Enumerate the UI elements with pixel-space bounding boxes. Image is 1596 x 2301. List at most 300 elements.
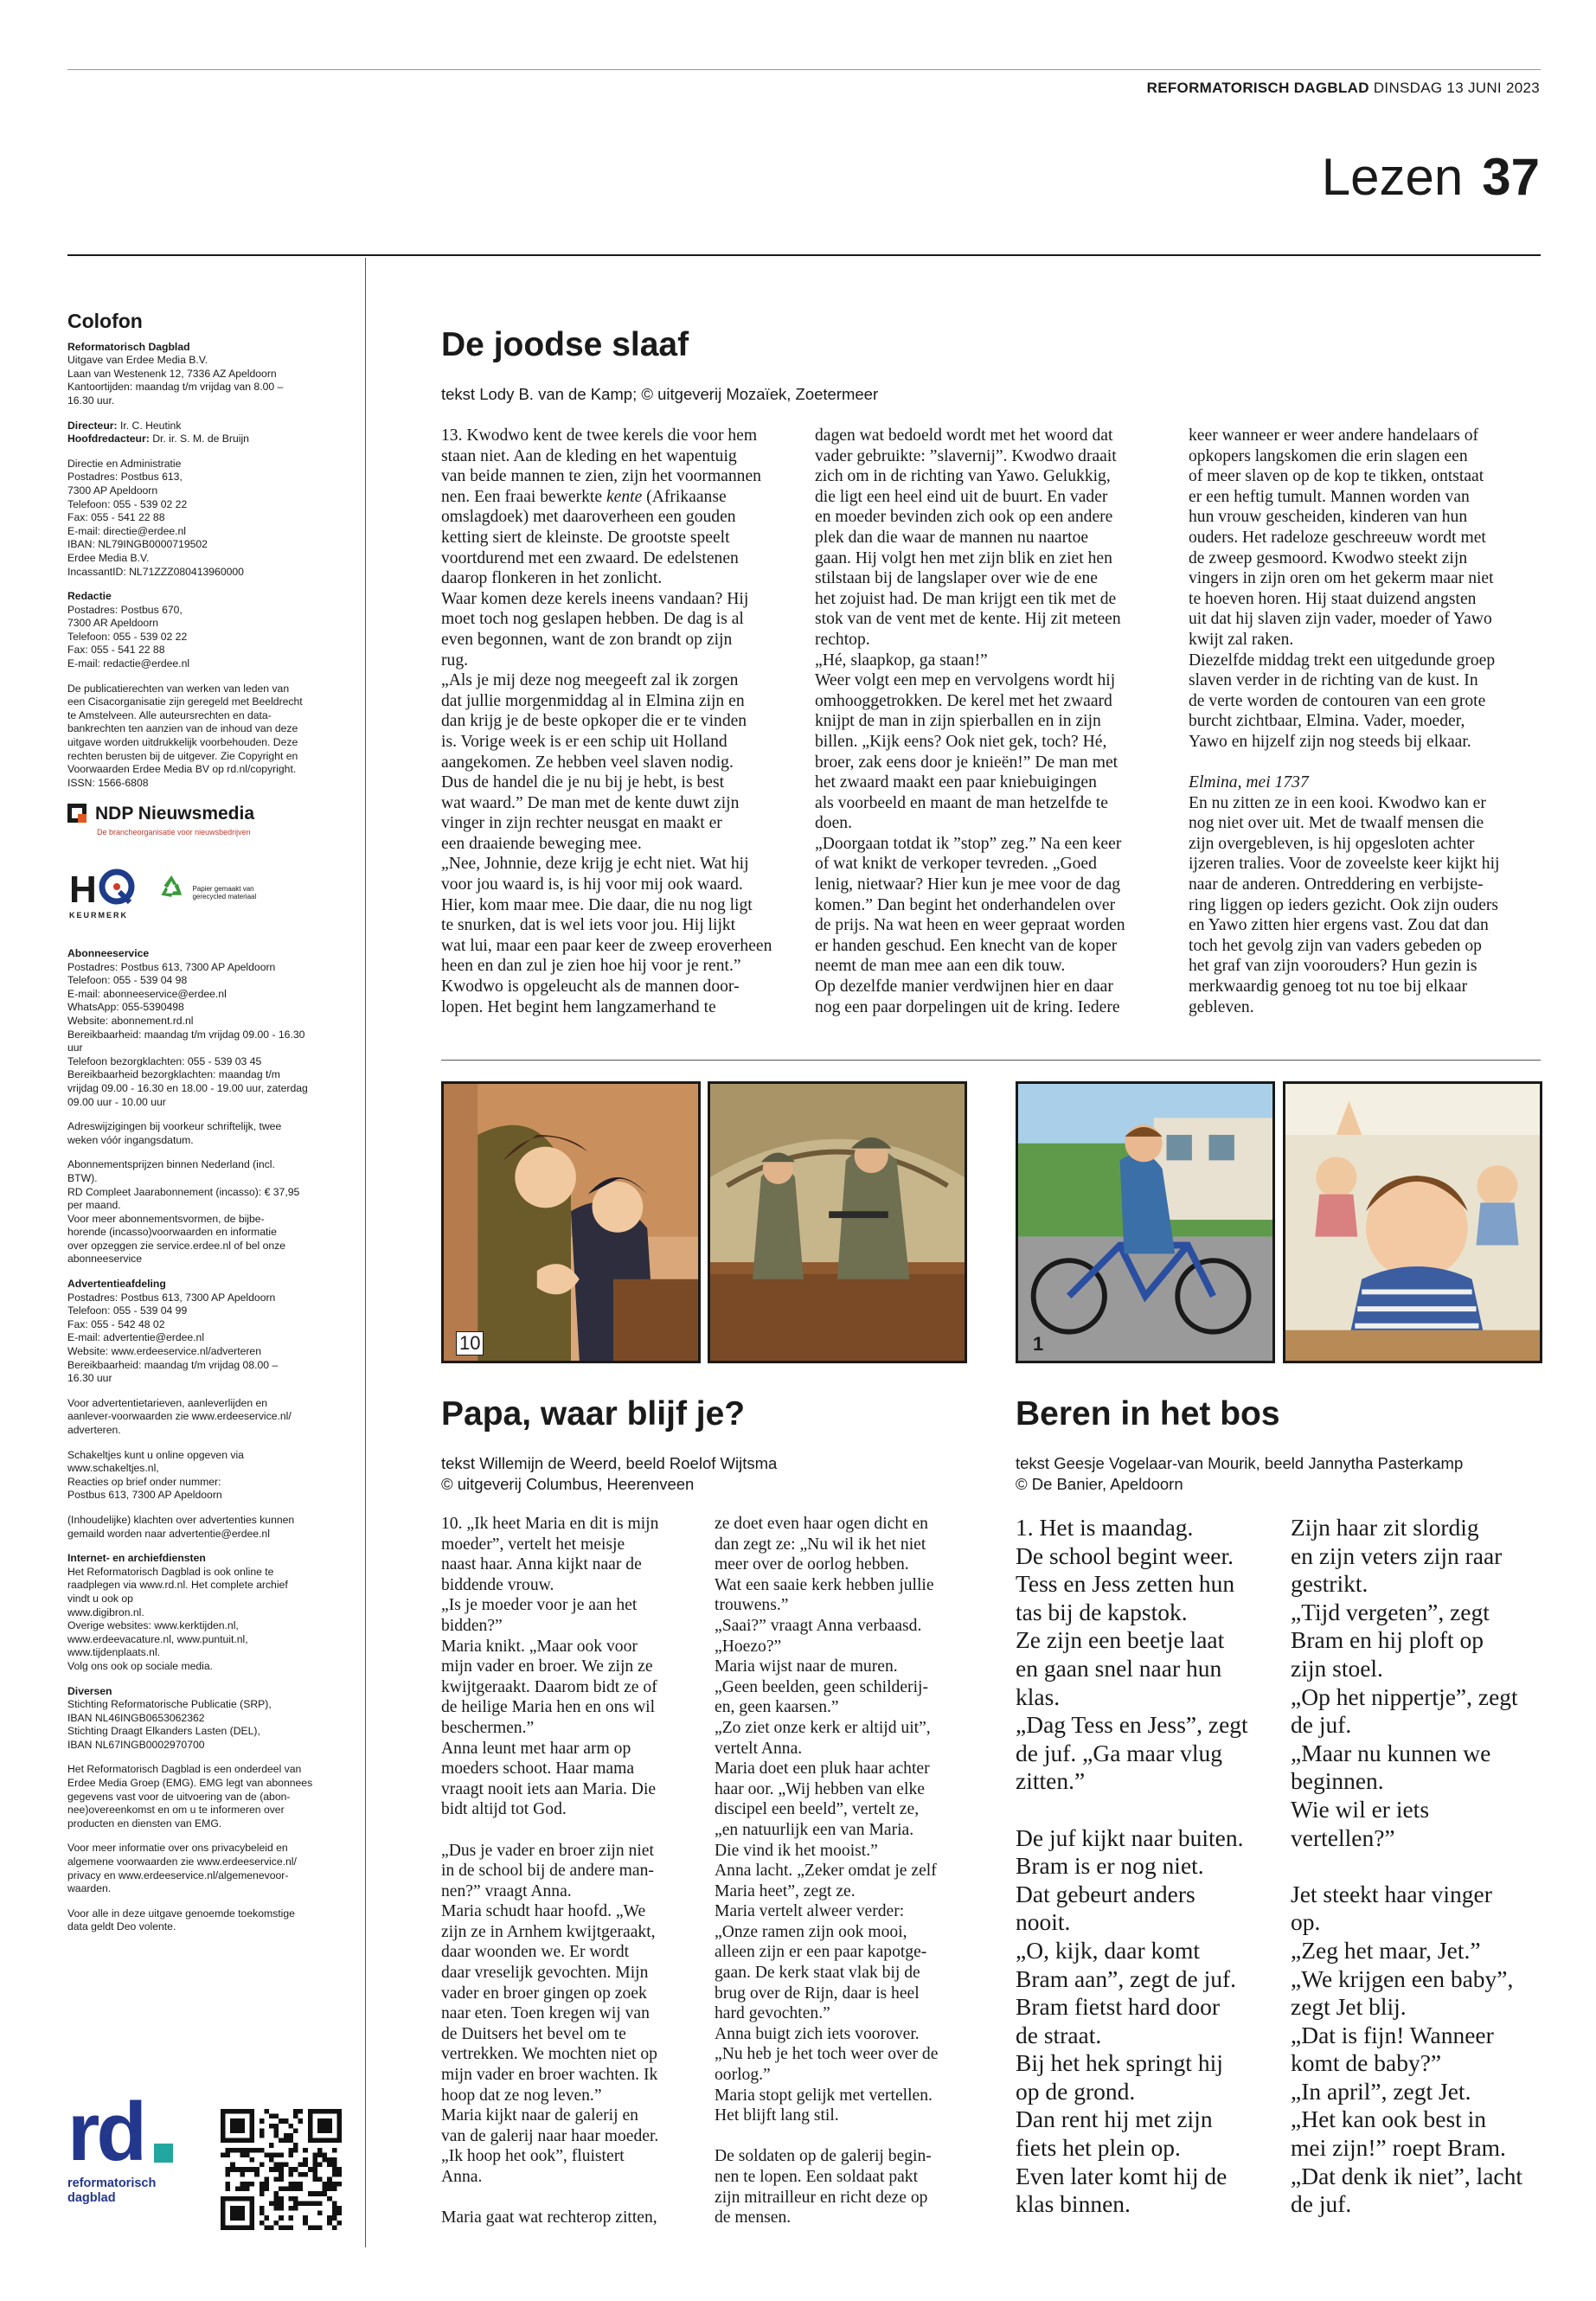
text-line: ijzeren tralies. Voor de zoveelste keer kijkt hij (1189, 855, 1500, 874)
text-line: nog niet over uit. Met de twaalf mensen die (1189, 814, 1484, 833)
text-line: abonneeservice (67, 1253, 143, 1266)
paragraph (1189, 651, 1552, 753)
text-line: „en natuurlijk een van Maria. (715, 1820, 914, 1839)
text-line: mijn vader en broer. We zijn ze (441, 1657, 653, 1676)
rd-logo-text: reformatorisch dagblad (67, 2176, 157, 2205)
text-line: De publicatierechten van werken van leden van (67, 682, 290, 695)
certification-logos (67, 862, 346, 923)
text-line: mei zijn!” roept Bram. (1291, 2134, 1506, 2162)
text-line: algemene voorwaarden zie www.erdeeservice.nl/ (67, 1856, 297, 1868)
text-line: aanlever-voorwaarden zie www.erdeeservice.nl/ (67, 1410, 292, 1423)
text-line: Tess en Jess zetten hun (1016, 1570, 1235, 1598)
text-line: Postadres: Postbus 670, (67, 603, 183, 616)
text-line: Postadres: Postbus 613, 7300 AP Apeldoorn (67, 1291, 276, 1304)
text-line: hoop dat ze nog leven.” (441, 2086, 602, 2105)
article3-panel-right (1283, 1081, 1542, 1363)
article3-col2 (1291, 1514, 1550, 2219)
text-line: producten en diensten van EMG. (67, 1817, 222, 1830)
text-line: Telefoon: 055 - 539 02 22 (67, 630, 188, 643)
text-line: Telefoon: 055 - 539 04 98 (67, 974, 188, 987)
text-line: Het blijft lang stil. (715, 2106, 839, 2125)
text-line: data geldt Deo volente. (67, 1920, 176, 1933)
text-line: Maria doet een pluk haar achter (715, 1759, 930, 1779)
paragraph (441, 1595, 718, 1636)
text-line: billen. „Kijk eens? Ook niet gek, toch? Hé, (815, 732, 1107, 751)
colofon-admin (67, 458, 346, 579)
text-line: adverteren. (67, 1424, 121, 1436)
text-line: en zijn veters zijn raar (1291, 1541, 1503, 1569)
text-line: omhooggetrokken. De kerel met het zwaard (815, 691, 1112, 710)
colofon-publisher: Reformatorisch Dagblad Uitgave van Erdee Media B.V. Laan van Westenenk 12, 7336 AZ Apeldoorn Kantoortijden: maandag t/m vrijdag van 8.00 – 16.30 uur. (67, 340, 284, 407)
colofon-tarief (67, 1397, 346, 1438)
text-line: komen.” Dan begint het onderhandelen over (815, 895, 1116, 914)
text-line: keer wanneer er weer andere handelaars of (1189, 426, 1479, 445)
text-line: en, geen kaarsen.” (715, 1698, 839, 1717)
text-line: De soldaten op de galerij begin- (715, 2147, 932, 2166)
text-line: „Het kan ook best in (1291, 2106, 1487, 2133)
text-line: gemaild worden naar advertentie@erdee.nl (67, 1527, 270, 1540)
text-line: Weer volgt een mep en vervolgens wordt hij (815, 671, 1116, 690)
text-line: 13. Kwodwo kent de twee kerels die voor hem (441, 426, 758, 445)
text-line: vraagt nooit iets aan Maria. Die (441, 1779, 657, 1798)
text-line: raadplegen via www.rd.nl. Het complete archief (67, 1579, 288, 1592)
top-rule (67, 69, 1541, 70)
text-line: voortdurend met een zwaard. De edelstenen (441, 548, 739, 567)
text-line: gaan. Hij volgt hen met zijn blik en ziet hen (815, 548, 1112, 567)
recycle-icon (157, 862, 185, 911)
text-line: Fax: 055 - 542 48 02 (67, 1317, 165, 1330)
text-line: Diezelfde middag trekt een uitgedunde groep (1189, 651, 1496, 670)
text-line: van beide mannen te zien, zijn het voormannen (441, 467, 761, 486)
text-line: IBAN NL67INGB0002970700 (67, 1738, 205, 1751)
article1-credit: tekst Lody B. van de Kamp; © uitgeverij Mozaïek, Zoetermeer (441, 385, 879, 403)
text-line: te snurken, dat is wel iets voor jou. Hij lijkt (441, 916, 736, 935)
text-line: Abonnementsprijzen binnen Nederland (incl. (67, 1158, 275, 1171)
text-line: klas. (1016, 1682, 1061, 1710)
text-line: van de galerij naar haar moeder. (441, 2126, 659, 2145)
colofon-emg (67, 1763, 346, 1830)
text-line: Maria schudt haar hoofd. „We (441, 1902, 646, 1921)
text-line: Elmina, mei 1737 (1189, 773, 1309, 792)
text-line: die ligt een heel eind uit de buurt. En vader (815, 487, 1108, 506)
text-line: Anna. (441, 2168, 483, 2186)
ndp-subtitle: De brancheorganisatie voor nieuwsbedrijven (97, 828, 251, 837)
paragraph (1189, 793, 1552, 1018)
text-line: horende (incasso)voorwaarden en informatie (67, 1226, 277, 1239)
text-line: Voor advertentietarieven, aanleverlijden en (67, 1396, 268, 1409)
text-line: Dus de handel die je nu bij je hebt, is best (441, 773, 725, 792)
article2-panel-right (708, 1081, 967, 1363)
text-line: Telefoon: 055 - 539 04 99 (67, 1304, 188, 1317)
text-line: nog een paar dorpelingen uit de kring. Iedere (815, 997, 1120, 1016)
text-line: Op dezelfde manier verdwijnen hier en daar (815, 977, 1113, 997)
header-rule (67, 254, 1541, 256)
text-line: er handen geschud. Een knecht van de koper (815, 936, 1118, 955)
text-line: www.schakeltjes.nl, (67, 1462, 159, 1475)
article3-col1 (1016, 1514, 1284, 2219)
text-line: neemt de man mee aan een dik touw. (815, 957, 1066, 976)
text-line: staan niet. Aan de kleding en het wapentuig (441, 446, 737, 465)
text-line: Maria gaat wat rechterop zitten, (441, 2208, 657, 2227)
text-line: de juf. (1291, 1711, 1352, 1739)
text-line: tas bij de kapstok. (1016, 1598, 1188, 1625)
text-line: knijpt de man in zijn spierballen en in zijn (815, 712, 1101, 731)
text-line: naast haar. Anna kijkt naar de (441, 1555, 642, 1574)
text-line: E-mail: advertentie@erdee.nl (67, 1331, 205, 1344)
text-line: „Maar nu kunnen we (1291, 1739, 1491, 1766)
text-line: te Amstelveen. Alle auteursrechten en data- (67, 708, 272, 721)
text-line: vertrekken. We mochten niet op (441, 2045, 657, 2064)
text-line: Maria vertelt alweer verder: (715, 1902, 905, 1921)
text-line: doen. (815, 814, 852, 833)
text-line: het zwaard maakt een paar kniebuigingen (815, 773, 1097, 792)
text-line: Voor alle in deze uitgave genoemde toekomstige (67, 1907, 295, 1920)
paragraph (441, 670, 804, 854)
text-line: 16.30 uur (67, 1372, 112, 1385)
text-line: naar eten. Toen kregen wij van (441, 2004, 650, 2023)
paragraph (715, 1861, 991, 1901)
text-line: „We krijgen een baby”, (1291, 1965, 1514, 1992)
text-line: „Zeg het maar, Jet.” (1291, 1936, 1481, 1964)
text-line: E-mail: directie@erdee.nl (67, 524, 187, 537)
text-line: 10. „Ik heet Maria en dit is mijn (441, 1515, 659, 1533)
text-line: wat lui, maar een paar keer de zweep eroverheen (441, 936, 772, 955)
colofon-advert: Advertentieafdeling Postadres: Postbus 613, 7300 AP Apeldoorn Telefoon: 055 - 539 04 99 Fax: 055 - 542 48 02 E-mail: advertentie@erdee.nl Website: www.erdeeservice.nl/adverteren Bereikbaarheid: maandag t/m vrijdag 08.00 – 16.30 uur (67, 1278, 346, 1386)
text-line: 09.00 uur - 10.00 uur (67, 1095, 166, 1108)
text-line: nee)overeenkomst en om u te informeren over (67, 1804, 285, 1817)
text-line: Directie en Administratie (67, 457, 182, 470)
text-line: ze doet even haar ogen dicht en (715, 1515, 928, 1533)
text-line: uitgave worden uitdrukkelijk voorbehouden. Deze (67, 736, 298, 749)
text-line: discipel een beeld”, vertelt ze, (715, 1800, 920, 1819)
text-line: gegevens vast voor de uitvoering van de (abon- (67, 1790, 291, 1803)
paragraph (441, 589, 804, 670)
masthead-name: REFORMATORISCH DAGBLAD (1146, 80, 1369, 96)
text-line: ISSN: 1566-6808 (67, 776, 149, 789)
article1-title: De joodse slaaf (441, 326, 689, 363)
text-line: beschermen.” (441, 1718, 535, 1737)
text-line: in de school bij de andere man- (441, 1862, 654, 1881)
text-line: Kwodwo is opgeleucht als de mannen door- (441, 977, 740, 997)
paragraph (715, 1759, 991, 1861)
qr-code[interactable] (221, 2109, 342, 2230)
text-line: Dan rent hij met zijn (1016, 2106, 1213, 2133)
text-line: gestrikt. (1291, 1570, 1368, 1598)
article1-col2 (815, 426, 1178, 1017)
text-line: „Ik hoop het ook”, fluistert (441, 2147, 625, 2166)
text-line: 7300 AR Apeldoorn (67, 617, 159, 630)
paragraph (715, 1514, 991, 1616)
text-line: Erdee Media B.V. (67, 551, 150, 564)
text-line: over opzeggen zie service.erdee.nl of bel onze (67, 1239, 286, 1252)
text-line: moet toch nog geslapen hebben. De dag is al (441, 610, 744, 629)
article2-title: Papa, waar blijf je? (441, 1395, 746, 1433)
colofon-privacy (67, 1842, 346, 1895)
text-line: rug. (441, 651, 469, 670)
text-line: de verte worden de contouren van een grote (1189, 691, 1486, 710)
text-line: Hier, kom maar mee. Die daar, die nu nog ligt (441, 895, 753, 914)
text-line: Het Reformatorisch Dagblad is ook online te (67, 1565, 274, 1578)
text-line: Bram en hij ploft op (1291, 1626, 1484, 1654)
text-line: broer, zak eens door je knieën!” De man met (815, 753, 1118, 772)
colofon-abonnee: Abonneeservice Postadres: Postbus 613, 7300 AP Apeldoorn Telefoon: 055 - 539 04 98 E-mail: abonneeservice@erdee.nl WhatsApp: 055-5390498 Website: abonnement.rd.nl Bereikbaarheid: maandag t/m vrijdag 09.00 - 16.30 uur Telefoon bezorgklachten: 055 - 539 03 45 Bereikbaarheid bezorgklachten: maandag t/m vrijdag 09.00 - 16.30 en 18.00 - 19.00 uur, zaterdag 09.00 uur - 10.00 uur (67, 947, 346, 1109)
text-line: bankrechten ten aanzien van de inhoud van deze (67, 722, 298, 735)
text-line: beginnen. (1291, 1767, 1384, 1795)
text-line: dat jullie morgenmiddag al in Elmina zijn en (441, 691, 745, 710)
paragraph (441, 2106, 718, 2187)
text-line: oorlog.” (715, 2066, 771, 2085)
text-line: www.erdeevacature.nl, www.puntuit.nl, (67, 1632, 248, 1645)
paragraph (441, 2208, 718, 2228)
text-line: Overige websites: www.kerktijden.nl, (67, 1619, 239, 1632)
text-line: brug over de Rijn, daar is heel (715, 1984, 920, 2003)
colofon-leadership: Directeur: Ir. C. Heutink Hoofdredacteur: Dr. ir. S. M. de Bruijn (67, 419, 249, 445)
hq-keurmerk-text: KEURMERK (69, 911, 129, 920)
text-line: gebleven. (1189, 997, 1254, 1016)
masthead-date: DINSDAG 13 JUNI 2023 (1373, 80, 1540, 96)
text-line: of wat knikt de verkoper tevreden. „Goed (815, 855, 1097, 874)
article2-col1 (441, 1514, 718, 2228)
text-line: Bereikbaarheid: maandag t/m vrijdag 09.00 - 16.30 (67, 1028, 305, 1041)
text-line: Reacties op brief onder nummer: (67, 1475, 221, 1488)
text-line: rechtop. (815, 630, 870, 649)
text-line: merkwaardig genoeg tot nu toe bij elkaar (1189, 977, 1468, 997)
page-number: 37 (1482, 148, 1540, 206)
paragraph (441, 1841, 718, 1902)
paragraph (441, 426, 804, 589)
text-line: slaven verder in de richting van de kust. In (1189, 671, 1478, 690)
text-line: en gaan snel naar hun (1016, 1654, 1222, 1682)
text-line: vader en broer gingen op zoek (441, 1984, 647, 2003)
ndp-name: NDP Nieuwsmedia (95, 803, 255, 824)
text-line: Stichting Draagt Elkanders Lasten (DEL), (67, 1725, 260, 1738)
text-line: Telefoon bezorgklachten: 055 - 539 03 45 (67, 1054, 262, 1067)
text-line: bidt altijd tot God. (441, 1800, 567, 1819)
text-line: Wat een saaie kerk hebben jullie (715, 1575, 934, 1594)
colofon-redactie: Redactie Postadres: Postbus 670, 7300 AR Apeldoorn Telefoon: 055 - 539 02 22 Fax: 055 - 541 22 88 E-mail: redactie@erdee.nl (67, 590, 346, 671)
article3-credit: tekst Geesje Vogelaar-van Mourik, beeld Jannytha Pasterkamp © De Banier, Apeldoorn (1016, 1454, 1464, 1493)
text-line: hard gevochten.” (715, 2004, 830, 2023)
text-line: Telefoon: 055 - 539 02 22 (67, 497, 188, 510)
paragraph (815, 670, 1178, 834)
text-line: per maand. (67, 1199, 121, 1212)
text-line: opkopers langskomen die erin slagen een (1189, 446, 1468, 465)
paragraph (715, 1901, 991, 2024)
text-line: plek dan die waar de mannen nu naartoe (815, 528, 1089, 547)
text-line: moeders schoot. Haar mama (441, 1759, 635, 1779)
article2-col2 (715, 1514, 991, 2228)
text-line: „Als je mij deze nog meegeeft zal ik zorgen (441, 671, 739, 690)
text-line: Postbus 613, 7300 AP Apeldoorn (67, 1489, 222, 1502)
text-line: voor jou waard is, is hij voor mij ook waard. (441, 875, 743, 894)
paragraph (715, 1718, 991, 1759)
text-line: Postadres: Postbus 613, 7300 AP Apeldoorn (67, 960, 276, 973)
text-line: „In april”, zegt Jet. (1291, 2077, 1471, 2105)
text-line: nen te lopen. Een soldaat pakt (715, 2168, 919, 2186)
text-line: privacy en www.erdeeservice.nl/algemenevoor- (67, 1868, 289, 1881)
text-line: weken vóór ingangsdatum. (67, 1133, 194, 1146)
text-line: wat waard.” De man met de kente duwt zijn (441, 793, 740, 812)
paragraph (815, 834, 1178, 977)
text-line: Maria heet”, zegt ze. (715, 1881, 856, 1900)
text-line: fiets het plein op. (1016, 2134, 1181, 2162)
text-line: dagen wat bedoeld wordt met het woord dat (815, 426, 1113, 445)
text-line: de straat. (1016, 2021, 1102, 2048)
text-line: waarden. (67, 1882, 112, 1895)
text-line: de zweep gesmoord. Kwodwo steekt zijn (1189, 548, 1468, 567)
section-header (1322, 147, 1540, 208)
text-line: ouders. Het radeloze geschreeuw wordt met (1189, 528, 1486, 547)
rd-logo-accent (154, 2144, 173, 2163)
svg-text:H: H (69, 868, 97, 911)
text-line: daarop flonkeren in het zonlicht. (441, 569, 663, 588)
text-line: Bram is er nog niet. (1016, 1852, 1204, 1880)
text-line: www.tijdenplaats.nl. (67, 1646, 161, 1659)
text-line: Anna leunt met haar arm op (441, 1739, 631, 1758)
text-line: omslagdoek) met daaroverheen een gouden (441, 508, 736, 527)
text-line: gaan. De kerk staat vlak bij de (715, 1964, 920, 1983)
article2-credit: tekst Willemijn de Weerd, beeld Roelof Wijtsma © uitgeverij Columbus, Heerenveen (441, 1454, 778, 1493)
rd-logo (67, 2086, 180, 2206)
text-line: toch het gevolg zijn van vaders gebeden op (1189, 936, 1482, 955)
text-line: zitten.” (1016, 1767, 1086, 1795)
text-line: Adreswijzigingen bij voorkeur schriftelijk, twee (67, 1120, 282, 1133)
text-line: en moeder bevinden zich ook op een andere (815, 508, 1113, 527)
text-line: vader gebruikte: ”slavernij”. Kwodwo draait (815, 446, 1117, 465)
recycle-logo (157, 862, 261, 911)
text-line: Zijn haar zit slordig (1291, 1514, 1479, 1541)
text-line: Jet steekt haar vinger (1291, 1880, 1492, 1907)
text-line: ketting siert de kleinste. De grootste speelt (441, 528, 730, 547)
recycle-text: Papier gemaakt van gerecycled materiaal (192, 885, 257, 901)
text-line: hun vrouw gescheiden, kinderen van hun (1189, 508, 1468, 527)
text-line: het zojuist had. De man krijgt een tik met de (815, 589, 1117, 608)
colofon-adres (67, 1120, 346, 1147)
text-line: vinger in zijn rechter neusgat en maakt er (441, 814, 722, 833)
text-line: even begonnen, want de zon brandt op zijn (441, 630, 733, 649)
text-line: „Nee, Johnnie, deze krijg je echt niet. Wat hij (441, 855, 749, 874)
text-line: „O, kijk, daar komt (1016, 1936, 1201, 1964)
ndp-logo (67, 804, 346, 823)
text-line: Stichting Reformatorische Publicatie (SRP), (67, 1698, 272, 1711)
paragraph (1189, 426, 1552, 651)
text-line: E-mail: abonneeservice@erdee.nl (67, 987, 227, 1000)
article3-panel-number: 1 (1033, 1333, 1044, 1355)
paragraph (1016, 1514, 1284, 1796)
paragraph (715, 1657, 991, 1718)
text-line: BTW). (67, 1171, 98, 1184)
text-line: 1. Het is maandag. (1016, 1514, 1194, 1541)
text-line: „Nu heb je het toch weer over de (715, 2045, 939, 2064)
text-line: „Geen beelden, geen schilderij- (715, 1677, 928, 1696)
text-line: zich om in de richting van Yawo. Gelukkig, (815, 467, 1111, 486)
text-line: is. Vorige week is er een schip uit Holland (441, 732, 727, 751)
text-line: Maria wijst naar de muren. (715, 1657, 898, 1676)
paragraph (1189, 772, 1552, 793)
text-line: vingers in zijn oren om het gekerm maar niet (1189, 569, 1494, 588)
text-line: uit dat hij slaven zijn vader, moeder of Yawo (1189, 610, 1492, 629)
text-line: zijn overgebleven, is hij opgesloten achter (1189, 834, 1475, 853)
text-line: Voor meer informatie over ons privacybeleid en (67, 1842, 288, 1855)
text-line: trouwens.” (715, 1596, 789, 1615)
text-line: Bij het hek springt hij (1016, 2049, 1223, 2077)
text-line: Het Reformatorisch Dagblad is een onderdeel van (67, 1763, 302, 1776)
text-line: stilstaan bij de langslaper over wie de ene (815, 569, 1098, 588)
paragraph (441, 1739, 718, 1820)
text-line: komt de baby?” (1291, 2049, 1442, 2077)
text-line: IncassantID: NL71ZZZ080413960000 (67, 565, 244, 578)
colofon-klacht (67, 1514, 346, 1541)
paragraph (815, 977, 1178, 1017)
article3-title: Beren in het bos (1016, 1395, 1280, 1433)
text-line: „Hé, slaapkop, ga staan!” (815, 651, 988, 670)
text-line: Wie wil er iets (1291, 1795, 1430, 1823)
text-line: lopen. Het begint hem langzamerhand te (441, 997, 716, 1016)
text-line: de juf. „Ga maar vlug (1016, 1739, 1223, 1766)
article1-rule (441, 1060, 1541, 1061)
paragraph (1016, 1824, 1284, 2219)
text-line: dan zegt ze: „Nu wil ik het niet (715, 1535, 926, 1554)
text-line: moeder”, vertelt het meisje (441, 1535, 625, 1554)
text-line: E-mail: redactie@erdee.nl (67, 657, 190, 670)
paragraph (441, 1637, 718, 1739)
text-line: (Inhoudelijke) klachten over advertenties kunnen (67, 1513, 295, 1526)
text-line: nooit. (1016, 1908, 1071, 1936)
text-line: dan krijg je de beste opkoper die er te vinden (441, 712, 747, 731)
text-line: „Dat is fijn! Wanneer (1291, 2021, 1494, 2048)
text-line: op de grond. (1016, 2077, 1136, 2105)
text-line: Erdee Media Groep (EMG). EMG legt van abonnees (67, 1777, 313, 1790)
colofon-internet: Internet- en archiefdiensten Het Reformatorisch Dagblad is ook online te raadplegen via www.rd.nl. Het complete archief vindt u ook op www.digibron.nl. Overige websites: www.kerktijden.nl, www.erdeevacature.nl, www.puntuit.nl, www.tijdenplaats.nl. Volg ons ook op sociale media. (67, 1552, 346, 1673)
text-line: „Onze ramen zijn ook mooi, (715, 1922, 907, 1941)
text-line: Bereikbaarheid: maandag t/m vrijdag 08.00 – (67, 1358, 279, 1371)
text-line: Bram fietst hard door (1016, 1993, 1220, 2021)
paragraph (441, 1514, 718, 1595)
text-line: aangekomen. Ze hebben veel slaven nodig. (441, 753, 734, 772)
text-line: Bereikbaarheid bezorgklachten: maandag t/m (67, 1068, 280, 1081)
text-line: er een heftig tumult. Mannen worden van (1189, 487, 1470, 506)
text-line: rechten berusten bij de uitgever. Zie Copyright en (67, 749, 298, 762)
text-line: Even later komt hij de (1016, 2162, 1227, 2189)
text-line: De school begint weer. (1016, 1541, 1234, 1569)
paragraph (715, 2024, 991, 2086)
sidebar-divider (365, 258, 366, 2247)
article1-col3 (1189, 426, 1552, 1017)
text-line: Maria kijkt naar de galerij en (441, 2106, 638, 2125)
text-line: Fax: 055 - 541 22 88 (67, 644, 165, 657)
text-line: heen en dan zul je zien hoe hij voor je rent.” (441, 957, 741, 976)
text-line: „Dat denk ik niet”, lacht (1291, 2162, 1523, 2189)
text-line: Voorwaarden Erdee Media BV op rd.nl/copyright. (67, 763, 297, 776)
text-line: De juf kijkt naar buiten. (1016, 1823, 1244, 1851)
text-line: kwijtgeraakt. Daarom bidt ze of (441, 1677, 657, 1696)
text-line: Voor meer abonnementsvormen, de bijbe- (67, 1212, 265, 1225)
text-line: RD Compleet Jaarabonnement (incasso): € 37,95 (67, 1185, 300, 1198)
text-line: Yawo en hijzelf zijn nog steeds bij elkaar. (1189, 732, 1471, 751)
text-line: een draaiende beweging mee. (441, 834, 642, 853)
text-line: als voorbeeld en maant de man hetzelfde te (815, 793, 1108, 812)
text-line: Website: www.erdeeservice.nl/adverteren (67, 1345, 261, 1358)
text-line: mijn vader en broer wachten. Ik (441, 2066, 658, 2085)
paragraph (715, 2146, 991, 2227)
text-line: uur (67, 1042, 83, 1054)
text-line: Website: abonnement.rd.nl (67, 1014, 194, 1027)
paragraph (715, 1616, 991, 1657)
article2-panel-left (441, 1081, 701, 1363)
text-line: een Cisacorganisatie zijn geregeld met Beeldrecht (67, 695, 303, 708)
paragraph (441, 1901, 718, 2106)
text-line: zijn ze in Arnhem kwijtgeraakt, (441, 1922, 656, 1941)
